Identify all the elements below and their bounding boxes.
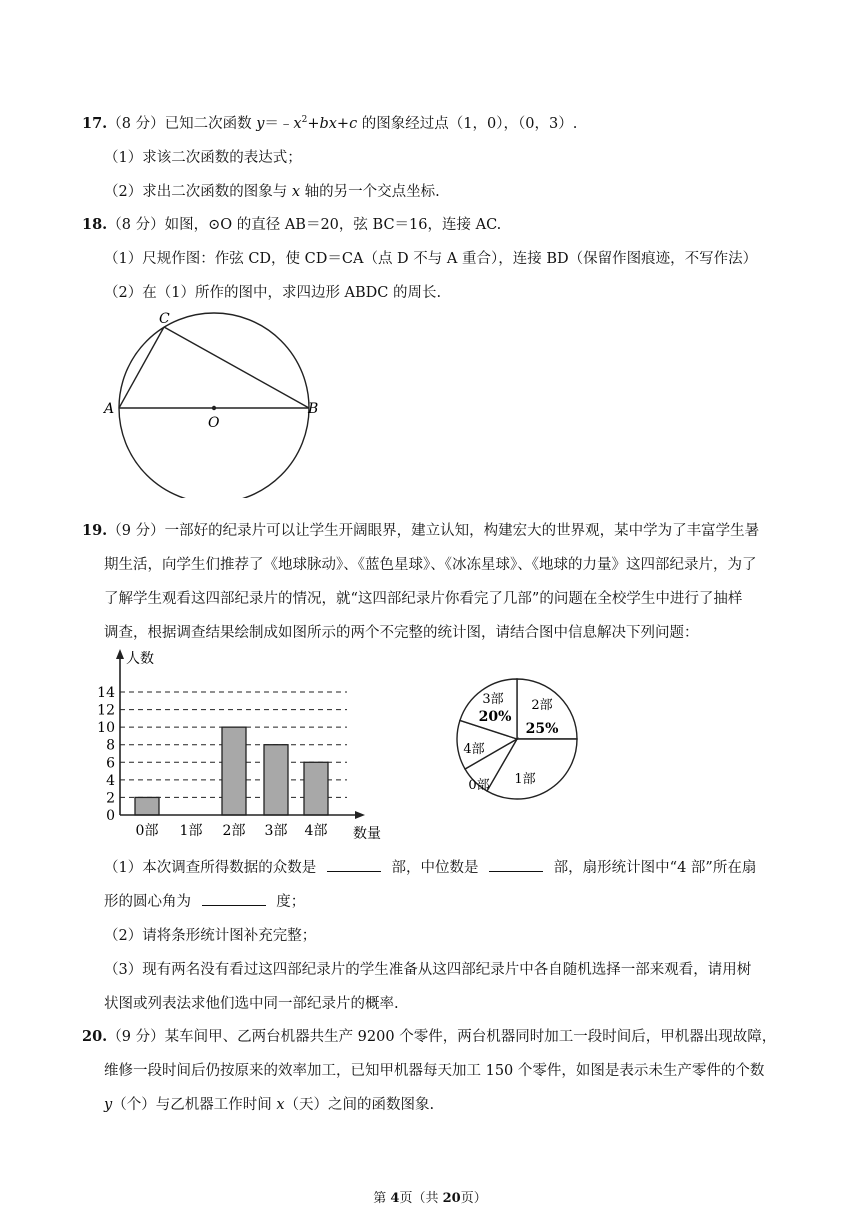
pie-percent: 25%: [525, 721, 559, 737]
q19-part1-text2: 部，中位数是: [391, 860, 479, 876]
q19-part1-text5: 度；: [276, 894, 306, 910]
y-tick-label: 10: [97, 720, 115, 737]
y-tick-label: 14: [97, 685, 115, 701]
q20-line3: [104, 1093, 434, 1114]
y-tick-label: 6: [106, 755, 115, 772]
circle-figure: [100, 308, 340, 498]
q20-line1: [82, 1025, 776, 1046]
q19-line1: [82, 519, 759, 540]
q17-stem: [82, 112, 577, 133]
q19-line4: 调查，根据调查结果绘制成如图所示的两个不完整的统计图，请结合图中信息解决下列问题：: [104, 625, 699, 641]
q18-part1: （1）尺规作图：作弦 CD，使 CD＝CA（点 D 不与 A 重合），连接 BD（保留作图痕迹，不写作法）: [104, 251, 758, 267]
q20-var-x: x: [276, 1097, 285, 1113]
y-tick-label: 2: [106, 790, 115, 807]
q18-text: 如图，⊙O 的直径 AB＝20，弦 BC＝16，连接 AC.: [164, 217, 502, 233]
q19-score: （9 分）: [107, 523, 165, 539]
q20-text3: （个）与乙机器工作时间: [112, 1097, 277, 1113]
q19-part1-text3: 部，扇形统计图中“4 部”所在扇: [553, 860, 757, 876]
label-a: A: [104, 401, 115, 417]
q17-text-end: 的图象经过点（1，0），（0，3）.: [357, 116, 578, 132]
q19-part3-a: （3）现有两名没有看过这四部纪录片的学生准备从这四部纪录片中各自随机选择一部来观看，请用树: [104, 962, 752, 978]
q17-func-x: x: [293, 116, 302, 132]
q19-part3-b: 状图或列表法求他们选中同一部纪录片的概率.: [104, 996, 399, 1012]
q17-func-y: y: [256, 116, 265, 132]
category-label: 0部: [135, 823, 159, 839]
x-axis-arrow: [355, 811, 365, 819]
pie-label: 2部: [531, 698, 553, 713]
q20-text1: 某车间甲、乙两台机器共生产 9200 个零件，两台机器同时加工一段时间后，甲机器出现故障，: [164, 1029, 777, 1045]
q18-stem: [82, 213, 501, 234]
q17-part2-end: 轴的另一个交点坐标.: [300, 184, 440, 200]
q17-part1: （1）求该二次函数的表达式；: [104, 150, 302, 166]
y-tick-label: 4: [106, 772, 115, 789]
bar-3: [264, 745, 288, 815]
page-footer: [0, 1187, 860, 1206]
q19-part1-a: [104, 856, 756, 877]
label-o: O: [208, 415, 220, 431]
pie-label: 4部: [463, 742, 485, 757]
y-axis-arrow: [116, 649, 124, 659]
category-label: 2部: [222, 823, 246, 839]
q20-var-y: y: [104, 1097, 113, 1113]
q18-number: 18.: [82, 216, 108, 233]
bar-chart: [95, 645, 395, 845]
q19-line2: 期生活，向学生们推荐了《地球脉动》、《蓝色星球》、《冰冻星球》、《地球的力量》这四部纪录片，为了: [104, 557, 757, 573]
x-axis-label: 数量: [353, 826, 381, 842]
category-label: 1部: [179, 823, 203, 839]
answer-blank-median[interactable]: [489, 857, 543, 872]
q17-part2: [104, 180, 440, 201]
bar-0: [135, 797, 159, 815]
category-label: 3部: [264, 823, 288, 839]
footer-text-3: 页）: [460, 1191, 487, 1206]
label-b: B: [308, 401, 319, 417]
q20-score: （9 分）: [107, 1029, 165, 1045]
q19-number: 19.: [82, 522, 108, 539]
y-axis-label: 人数: [126, 651, 154, 667]
q17-part2-x: x: [291, 184, 301, 200]
q17-func-exp: 2: [301, 115, 308, 126]
y-tick-label: 0: [106, 808, 115, 824]
answer-blank-angle[interactable]: [202, 891, 266, 906]
q17-func-eq: ＝﹣: [264, 116, 294, 132]
footer-text: 第: [373, 1191, 391, 1206]
circle-o: [119, 313, 309, 498]
q19-line3: 了解学生观看这四部纪录片的情况，就“这四部纪录片你看完了几部”的问题在全校学生中进行了抽样: [104, 591, 743, 607]
pie-percent: 20%: [478, 709, 512, 725]
q17-number: 17.: [82, 115, 108, 132]
footer-page-number: 4: [390, 1191, 400, 1206]
y-tick-label: 12: [97, 702, 115, 719]
footer-text-2: 页（共: [399, 1191, 443, 1206]
q20-text3-end: （天）之间的函数图象.: [284, 1097, 435, 1113]
q19-part1-b: [104, 890, 305, 911]
chord-bc: [164, 327, 309, 408]
q19-part1-text: （1）本次调查所得数据的众数是: [104, 860, 317, 876]
q17-part2-text: （2）求出二次函数的图象与: [104, 184, 292, 200]
y-tick-label: 8: [106, 737, 115, 754]
pie-label: 3部: [482, 692, 504, 707]
answer-blank-mode[interactable]: [327, 857, 381, 872]
bar-4: [304, 762, 328, 815]
q19-part2: （2）请将条形统计图补充完整；: [104, 928, 317, 944]
q17-func-rest: +bx+c: [307, 116, 358, 132]
bar-2: [222, 727, 246, 815]
footer-total-pages: 20: [442, 1191, 461, 1206]
q20-line2: 维修一段时间后仍按原来的效率加工，已知甲机器每天加工 150 个零件，如图是表示未生产零件的个数: [104, 1063, 765, 1079]
pie-chart: [447, 669, 647, 809]
q17-score: （8 分）: [107, 116, 165, 132]
pie-label: 1部: [514, 772, 536, 787]
label-c: C: [159, 311, 170, 327]
q18-score: （8 分）: [107, 217, 165, 233]
q18-part2: （2）在（1）所作的图中，求四边形 ABDC 的周长.: [104, 285, 442, 301]
q17-text: 已知二次函数: [164, 116, 257, 132]
category-label: 4部: [304, 823, 328, 839]
center-point: [212, 406, 216, 410]
q20-number: 20.: [82, 1028, 108, 1045]
chord-ac: [119, 327, 164, 408]
pie-label: 0部: [468, 778, 490, 793]
q19-part1-text4: 形的圆心角为: [104, 894, 191, 910]
q19-text1: 一部好的纪录片可以让学生开阔眼界，建立认知，构建宏大的世界观，某中学为了丰富学生暑: [164, 523, 760, 539]
